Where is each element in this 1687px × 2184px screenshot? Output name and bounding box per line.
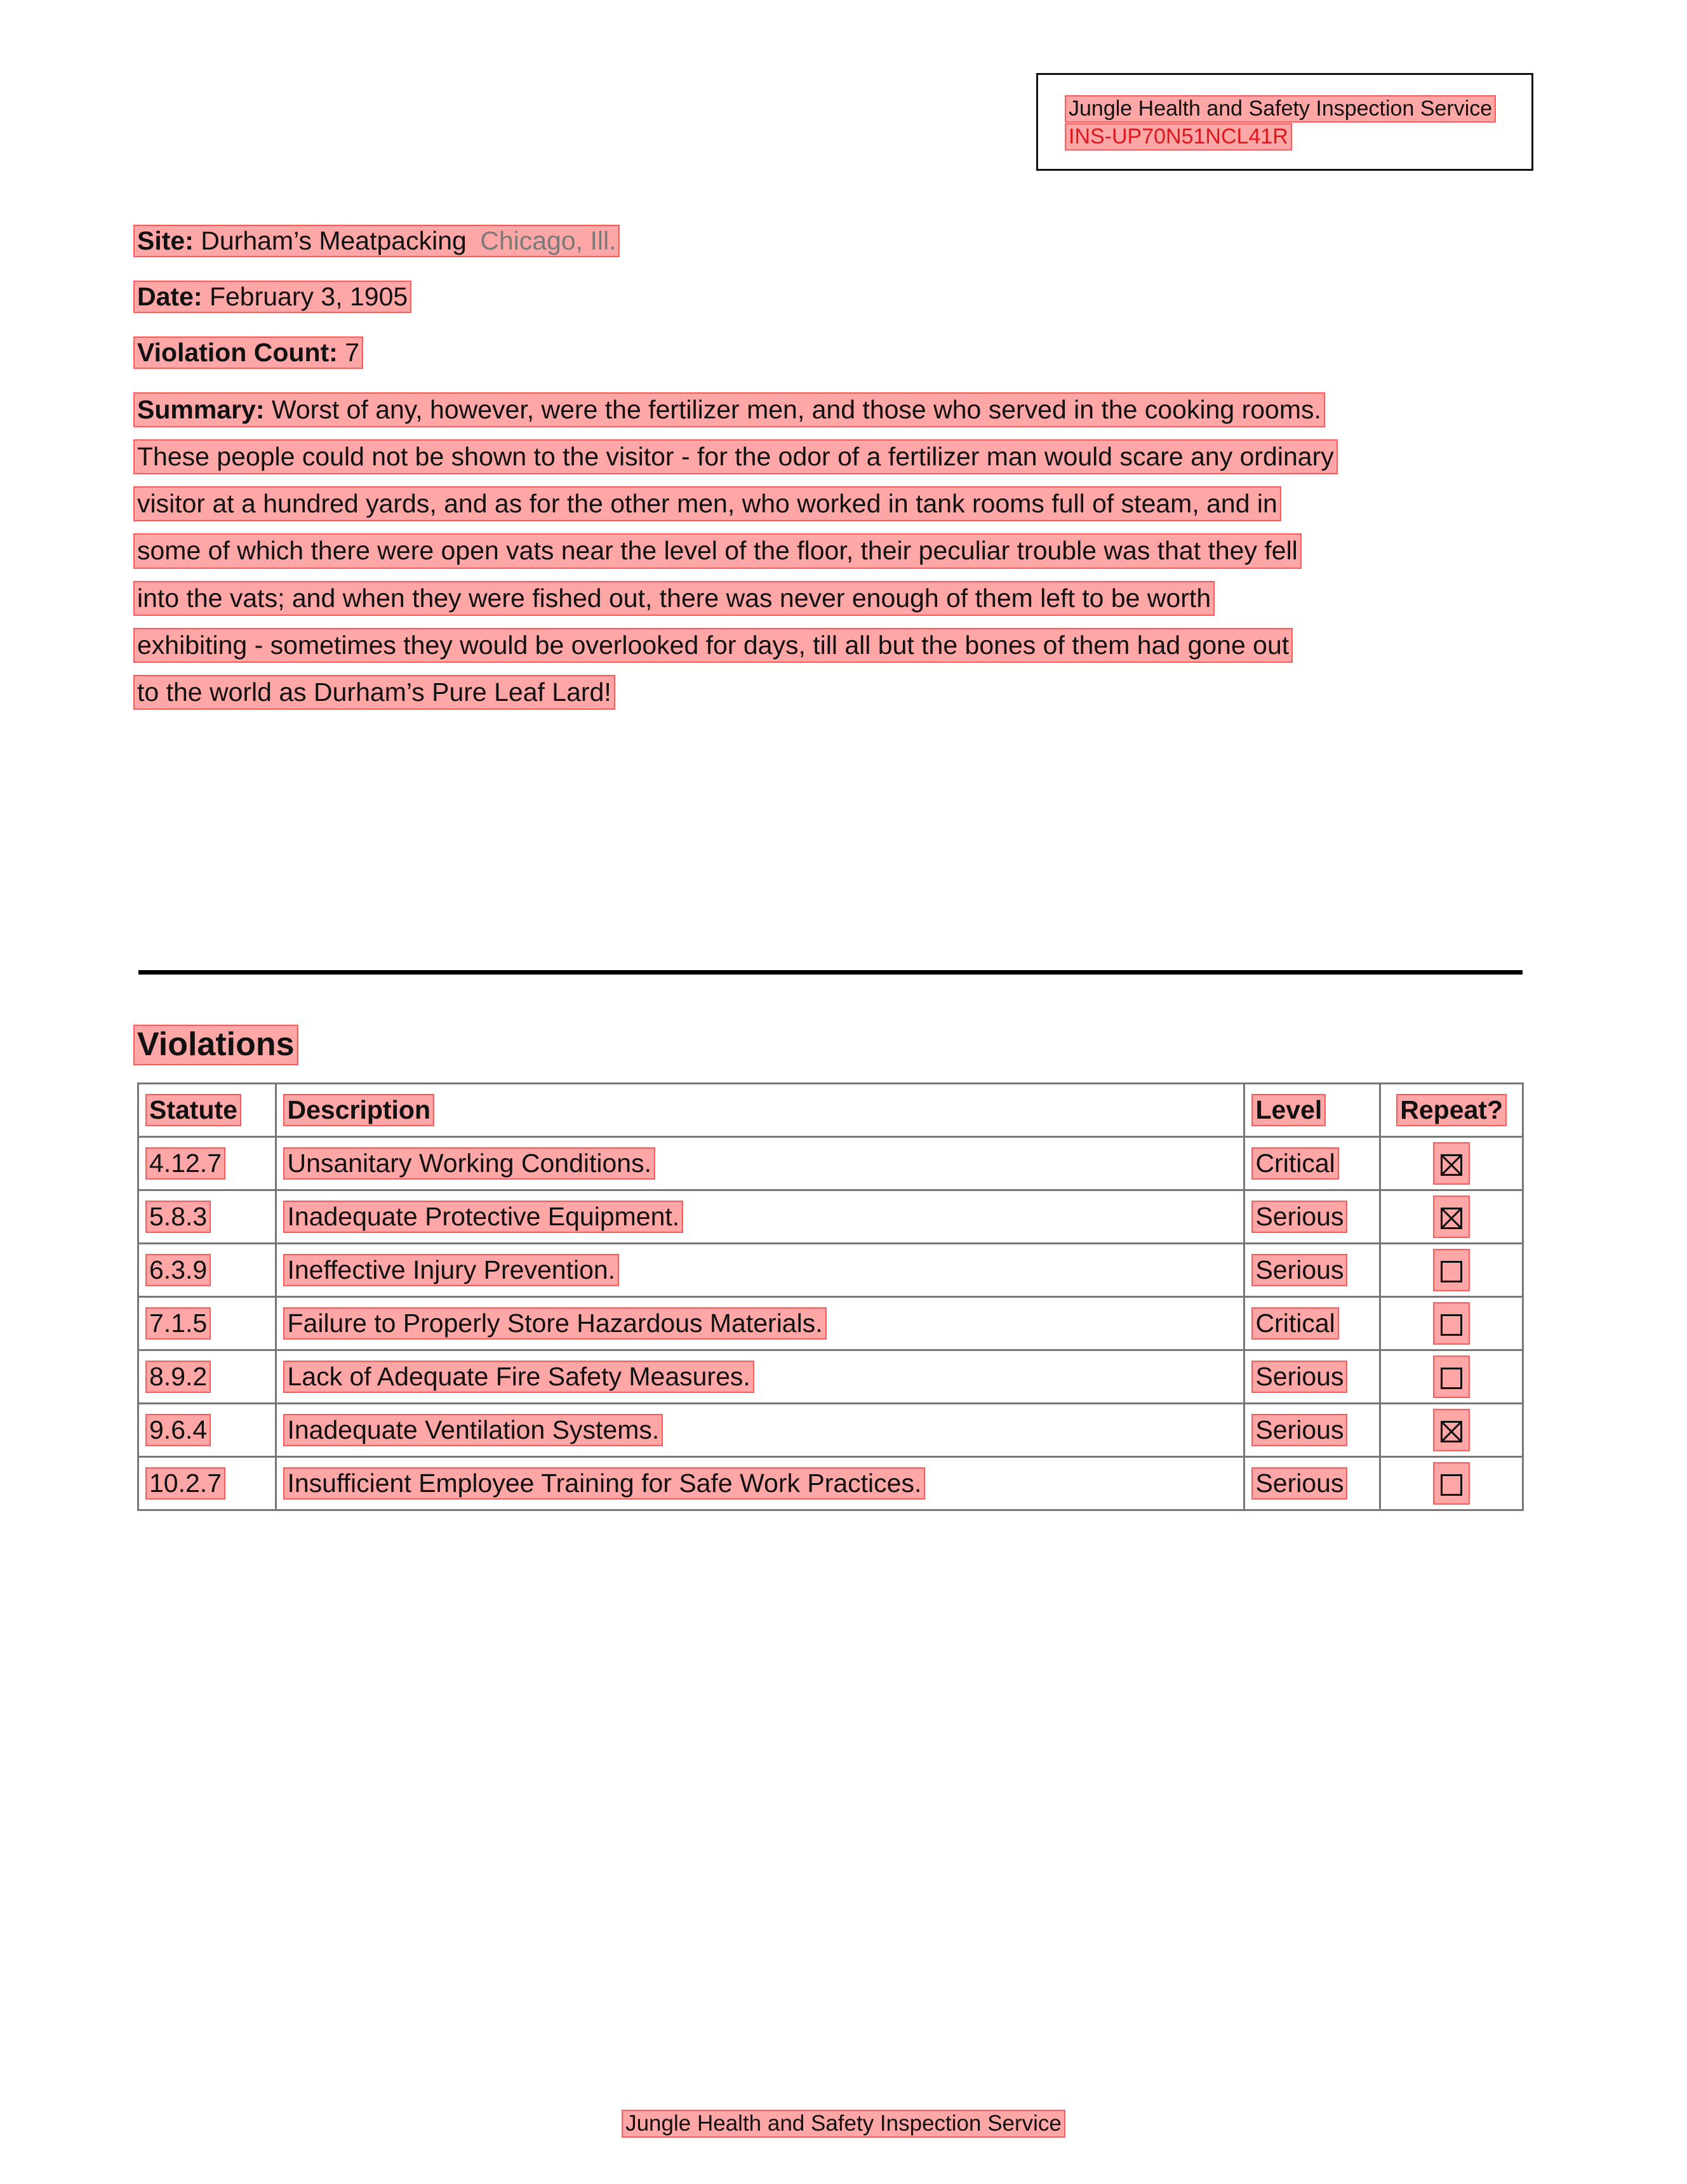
- repeat-cell: [1380, 1350, 1523, 1404]
- description-cell: [276, 1190, 1244, 1244]
- level-cell: [1244, 1137, 1380, 1190]
- level-cell: [1244, 1457, 1380, 1510]
- statute-cell: [138, 1297, 276, 1350]
- violations-title-text: Violations: [135, 1026, 297, 1064]
- unchecked-box-icon: [1441, 1261, 1462, 1282]
- unchecked-box-icon: [1441, 1368, 1462, 1389]
- unchecked-box-icon: [1441, 1474, 1462, 1496]
- level-cell: [1244, 1404, 1380, 1457]
- level-cell-text: Critical: [1253, 1149, 1337, 1178]
- repeat-checkbox-wrapper: [1434, 1463, 1469, 1503]
- table-row: [138, 1404, 1523, 1457]
- description-cell-text: Inadequate Ventilation Systems.: [284, 1415, 662, 1445]
- level-cell-text: Serious: [1253, 1255, 1346, 1285]
- description-cell: [276, 1244, 1244, 1297]
- description-cell-text: Lack of Adequate Fire Safety Measures.: [284, 1362, 752, 1392]
- description-cell-text: Inadequate Protective Equipment.: [284, 1202, 682, 1232]
- violations-title: [135, 1025, 297, 1064]
- level-cell-text: Serious: [1253, 1362, 1346, 1392]
- repeat-header-text: Repeat?: [1397, 1095, 1505, 1125]
- description-cell: [276, 1137, 1244, 1190]
- site-location: Chicago, Ill.: [480, 226, 617, 255]
- description-cell: [276, 1350, 1244, 1404]
- statute-cell-text: 6.3.9: [147, 1255, 210, 1285]
- summary-line: Worst of any, however, were the fertilizer men, and those who served in the cooking rooms.: [271, 395, 1321, 424]
- violation-count-label: Violation Count:: [137, 338, 338, 367]
- level-cell-text: Serious: [1253, 1468, 1346, 1498]
- summary-line: exhibiting - sometimes they would be overlooked for days, till all but the bones of them had gone out: [135, 629, 1291, 662]
- column-header-description: [276, 1084, 1244, 1137]
- table-header-row: [138, 1084, 1523, 1137]
- footer-text: Jungle Health and Safety Inspection Service: [623, 2111, 1064, 2136]
- statute-cell: [138, 1404, 276, 1457]
- level-cell: [1244, 1350, 1380, 1404]
- statute-cell-text: 8.9.2: [147, 1362, 210, 1392]
- repeat-checkbox-wrapper: [1434, 1250, 1469, 1290]
- statute-cell-text: 4.12.7: [147, 1149, 224, 1178]
- section-divider: [138, 970, 1523, 975]
- level-cell: [1244, 1297, 1380, 1350]
- repeat-checkbox-wrapper: [1434, 1410, 1469, 1450]
- description-cell-text: Insufficient Employee Training for Safe Work Practices.: [284, 1468, 924, 1498]
- level-cell-text: Serious: [1253, 1202, 1346, 1232]
- summary-label: Summary:: [137, 395, 265, 424]
- description-header-text: Description: [284, 1095, 433, 1125]
- checked-box-icon: [1441, 1208, 1462, 1229]
- checked-box-icon: [1441, 1421, 1462, 1442]
- level-header-text: Level: [1253, 1095, 1324, 1125]
- summary-line: some of which there were open vats near the level of the floor, their peculiar trouble was that they fell: [135, 535, 1300, 567]
- repeat-cell: [1380, 1457, 1523, 1510]
- description-cell-text: Ineffective Injury Prevention.: [284, 1255, 618, 1285]
- description-cell: [276, 1457, 1244, 1510]
- repeat-cell: [1380, 1190, 1523, 1244]
- statute-cell: [138, 1457, 276, 1510]
- date-field: [135, 282, 410, 312]
- repeat-cell: [1380, 1244, 1523, 1297]
- repeat-cell: [1380, 1137, 1523, 1190]
- statute-cell: [138, 1190, 276, 1244]
- table-row: [138, 1350, 1523, 1404]
- date-label: Date:: [137, 282, 203, 311]
- statute-cell: [138, 1137, 276, 1190]
- table-row: [138, 1457, 1523, 1510]
- violation-count-value: 7: [345, 338, 360, 367]
- header-organization: Jungle Health and Safety Inspection Service: [1066, 97, 1495, 121]
- statute-cell: [138, 1244, 276, 1297]
- description-cell-text: Failure to Properly Store Hazardous Materials.: [284, 1308, 825, 1338]
- summary: [135, 394, 1404, 723]
- table-row: [138, 1137, 1523, 1190]
- level-cell-text: Critical: [1253, 1308, 1337, 1338]
- statute-cell-text: 7.1.5: [147, 1308, 210, 1338]
- violations-table: [137, 1082, 1524, 1511]
- description-cell-text: Unsanitary Working Conditions.: [284, 1149, 654, 1178]
- column-header-repeat: [1380, 1084, 1523, 1137]
- inspection-id: INS-UP70N51NCL41R: [1066, 124, 1291, 149]
- level-cell: [1244, 1244, 1380, 1297]
- header-box: [1036, 73, 1533, 171]
- description-cell: [276, 1297, 1244, 1350]
- unchecked-box-icon: [1441, 1314, 1462, 1336]
- footer: [0, 2111, 1687, 2136]
- site-name: Durham’s Meatpacking: [201, 226, 467, 255]
- statute-cell-text: 9.6.4: [147, 1415, 210, 1445]
- summary-line: to the world as Durham’s Pure Leaf Lard!: [135, 676, 614, 709]
- site-label: Site:: [137, 226, 194, 255]
- repeat-checkbox-wrapper: [1434, 1357, 1469, 1397]
- level-cell: [1244, 1190, 1380, 1244]
- table-row: [138, 1297, 1523, 1350]
- repeat-checkbox-wrapper: [1434, 1143, 1469, 1183]
- checked-box-icon: [1441, 1154, 1462, 1176]
- column-header-level: [1244, 1084, 1380, 1137]
- repeat-checkbox-wrapper: [1434, 1303, 1469, 1343]
- repeat-cell: [1380, 1404, 1523, 1457]
- table-row: [138, 1244, 1523, 1297]
- repeat-checkbox-wrapper: [1434, 1197, 1469, 1237]
- date-value: February 3, 1905: [209, 282, 408, 311]
- site-field: [135, 226, 618, 256]
- statute-cell-text: 5.8.3: [147, 1202, 210, 1232]
- summary-line: into the vats; and when they were fished out, there was never enough of them left to be worth: [135, 582, 1213, 615]
- statute-cell-text: 10.2.7: [147, 1468, 224, 1498]
- description-cell: [276, 1404, 1244, 1457]
- summary-line: These people could not be shown to the visitor - for the odor of a fertilizer man would scare any ordinary: [135, 441, 1337, 473]
- table-row: [138, 1190, 1523, 1244]
- level-cell-text: Serious: [1253, 1415, 1346, 1445]
- statute-header-text: Statute: [147, 1095, 240, 1125]
- repeat-cell: [1380, 1297, 1523, 1350]
- column-header-statute: [138, 1084, 276, 1137]
- statute-cell: [138, 1350, 276, 1404]
- summary-line: visitor at a hundred yards, and as for the other men, who worked in tank rooms full of steam, and in: [135, 488, 1280, 520]
- violation-count-field: [135, 338, 362, 368]
